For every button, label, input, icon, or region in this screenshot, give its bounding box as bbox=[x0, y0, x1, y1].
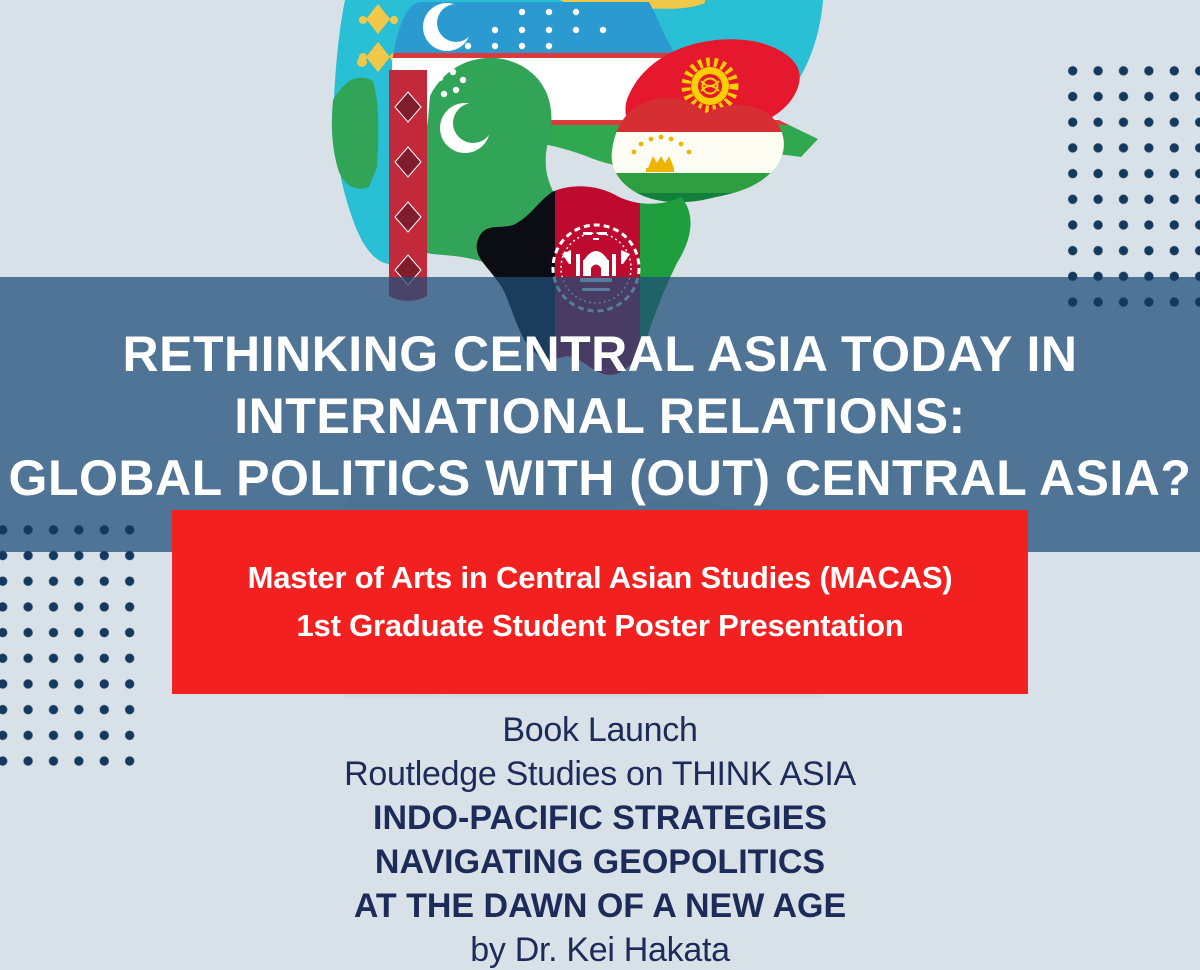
book-launch-section bbox=[0, 708, 1200, 970]
program-name: Master of Arts in Central Asian Studies (MACAS) bbox=[247, 560, 953, 595]
poster-title-line-3: GLOBAL POLITICS WITH (OUT) CENTRAL ASIA? bbox=[8, 449, 1192, 506]
dot-grid-top-right bbox=[1060, 58, 1200, 314]
poster-title-line-1: RETHINKING CENTRAL ASIA TODAY IN bbox=[122, 325, 1078, 382]
program-event: 1st Graduate Student Poster Presentation bbox=[296, 608, 904, 643]
book-title-line-2: NAVIGATING GEOPOLITICS bbox=[374, 843, 826, 881]
poster-title-line-2: INTERNATIONAL RELATIONS: bbox=[234, 387, 966, 444]
book-launch-label: Book Launch bbox=[502, 711, 698, 749]
book-title-line-1: INDO-PACIFIC STRATEGIES bbox=[373, 799, 827, 837]
dot-grid-bottom-left bbox=[0, 517, 143, 773]
program-box bbox=[172, 510, 1028, 694]
book-author: by Dr. Kei Hakata bbox=[470, 931, 730, 969]
book-title-line-3: AT THE DAWN OF A NEW AGE bbox=[353, 887, 847, 925]
book-series-label: Routledge Studies on THINK ASIA bbox=[344, 755, 856, 793]
